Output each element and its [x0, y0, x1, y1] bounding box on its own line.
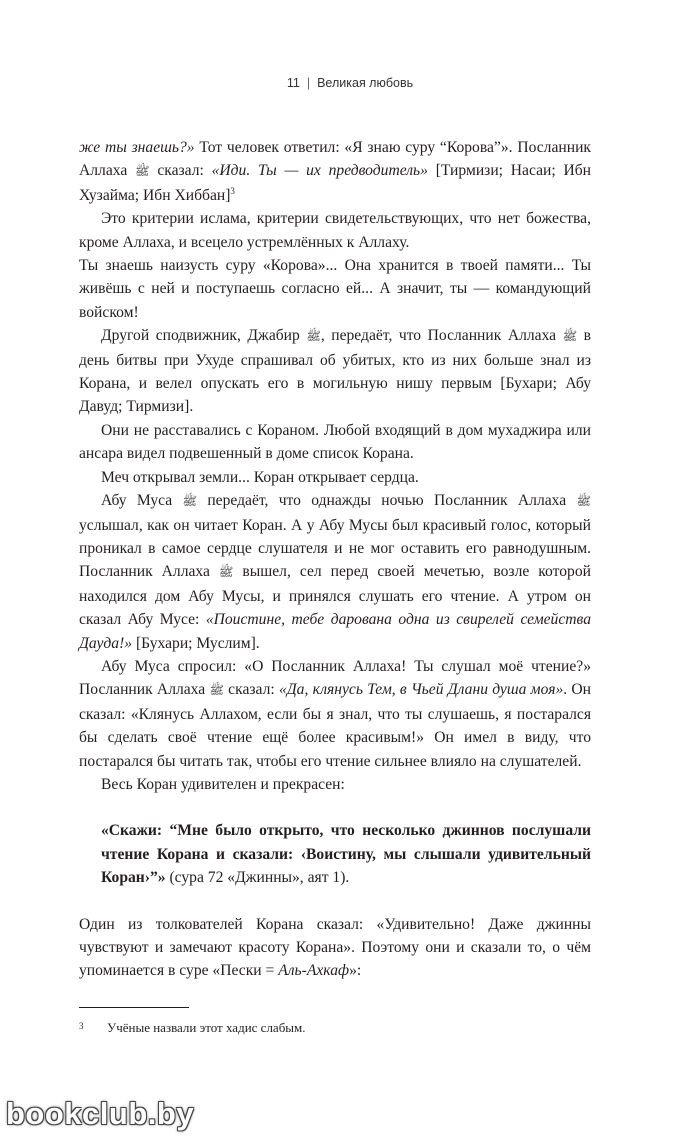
paragraph-8	[79, 655, 591, 773]
footnote-number: 3	[79, 1021, 84, 1031]
text-run: . Он сказал: «Клянусь Аллахом, если бы я знал, что ты слушаешь, я постарался бы сделать своё чтение ещё более красивым!» Он имел в виду, что постарался бы читать так, чтобы его чтение сильнее влияло на слушателей.	[79, 681, 592, 770]
text-run: Один из толкователей Корана сказал: «Удивительно! Даже джинны чувствуют и замечают красоту Корана». Поэтому они и сказали то, о чём упоминается в суре «Пески =	[79, 915, 591, 980]
salawat-symbol: ﷺ	[135, 164, 150, 179]
paragraph-6: Меч открывал земли... Коран открывает сердца.	[101, 468, 419, 486]
footnote-ref[interactable]: 3	[230, 185, 235, 196]
salawat-symbol: ﷺ	[576, 494, 591, 509]
running-header	[0, 76, 700, 90]
ayah-text: «Скажи: “Мне было открыто, что несколько джиннов послушали чтение Корана и сказали: ‹Воистину, мы слышали удивительный Коран›”»	[101, 822, 591, 887]
hadith-quote: «Иди. Ты — их предводитель»	[211, 162, 428, 180]
paragraph-2: Это критерии ислама, критерии свидетельствующих, что нет божества, кроме Аллаха, и всецело устремлённых к Аллаху.	[79, 210, 591, 251]
footnote-text: Учёные назвали этот хадис слабым.	[107, 1020, 306, 1035]
ayah-reference: (сура 72 «Джинны», аят 1).	[165, 869, 350, 887]
paragraph-3: Ты знаешь наизусть суру «Корова»... Она хранится в твоей памяти... Ты живёшь с ней и поступаешь согласно ей... А значит, ты — командующий войском!	[79, 257, 591, 321]
running-title: Великая любовь	[317, 76, 414, 90]
text-run: сказал:	[149, 162, 212, 180]
text-run: сказал:	[223, 681, 279, 699]
text-run: Абу Муса	[101, 492, 183, 510]
paragraph-5: Они не расставались с Кораном. Любой входящий в дом мухаджира или ансара видел подвешенный в доме список Корана.	[79, 421, 591, 463]
text-run: Тот человек ответил: «Я знаю суру “Корова”». Посланник Аллаха	[79, 139, 591, 180]
hadith-quote: «Поистине, тебе дарована одна из свирелей семейства Дауда!»	[79, 611, 591, 652]
text-run: Другой сподвижник, Джабир	[101, 327, 307, 345]
footnote-divider	[79, 1007, 189, 1008]
radiyallah-symbol: ﷺ	[306, 329, 321, 344]
surah-name: Аль-Ахкаф	[278, 962, 350, 980]
salawat-symbol: ﷺ	[562, 329, 578, 344]
text-run: вышел, сел перед своей мечетью, возле которой находился дом Абу Мусы, и принялся слушать его чтение. А утром он сказал Абу Мусе:	[79, 563, 591, 629]
radiyallah-symbol: ﷺ	[182, 494, 198, 509]
page-number: 11	[286, 76, 300, 90]
italic-phrase: же ты знаешь?»	[79, 139, 195, 156]
hadith-quote: «Да, клянусь Тем, в Чьей Длани душа моя»	[278, 681, 564, 699]
salawat-symbol: ﷺ	[218, 565, 234, 580]
text-run: услышал, как он читает Коран. А у Абу Мусы был красивый голос, который проникал в самое сердце слушателя и не мог оставить его равнодушным. Посланник Аллаха	[79, 516, 591, 581]
text-run: передаёт, что однажды ночью Посланник Аллаха	[197, 492, 577, 510]
watermark-logo: bookclub.by	[6, 1096, 195, 1131]
footnote	[79, 1017, 591, 1037]
salawat-symbol: ﷺ	[209, 683, 224, 698]
paragraph-4	[79, 324, 591, 419]
citation: [Бухари; Муслим].	[132, 634, 260, 652]
paragraph-9: Весь Коран удивителен и прекрасен:	[101, 775, 345, 793]
paragraph-7	[79, 489, 591, 655]
text-run: Абу Муса спросил: «О Посланник Аллаха! Ты слушал моё чтение?» Посланник Аллаха	[79, 657, 591, 699]
text-run: , передаёт, что Посланник Аллаха	[320, 327, 563, 345]
quran-quote	[101, 819, 591, 889]
text-run: в день битвы при Ухуде спрашивал об убитых, кто из них больше знал из Корана, и велел опускать его в могильную нишу первым [Бухари; Абу Давуд; Тирмизи].	[79, 327, 591, 416]
body-text	[79, 136, 591, 983]
paragraph-10	[79, 913, 591, 983]
header-separator: |	[306, 76, 311, 90]
citation: [Тирмизи; Насаи; Ибн Хузайма; Ибн Хиббан]	[79, 162, 591, 204]
text-run: »:	[349, 962, 362, 980]
paragraph-1	[79, 136, 591, 207]
